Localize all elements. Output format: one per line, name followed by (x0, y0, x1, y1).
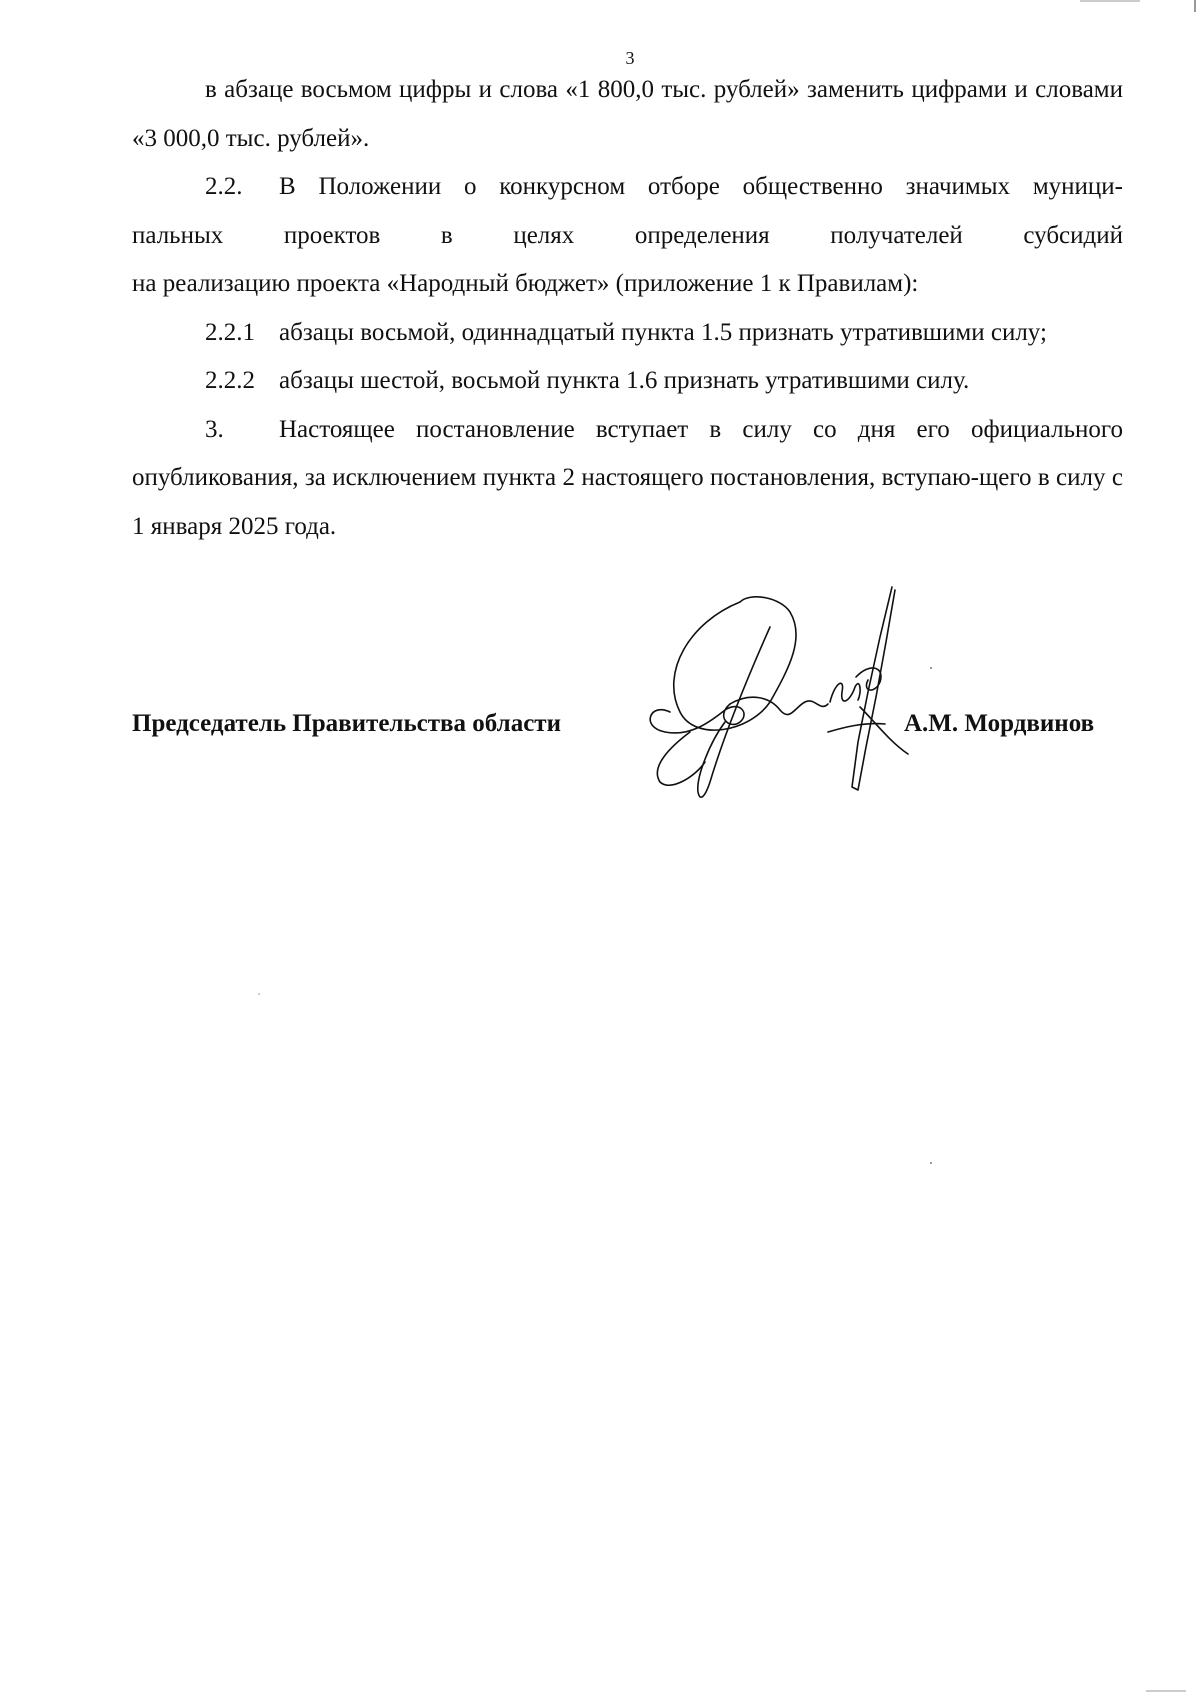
scan-artifact-bottom-right (1146, 1690, 1186, 1692)
paragraph-2-2-line-3: на реализацию проекта «Народный бюджет» (приложение 1 к Правилам): (132, 270, 919, 297)
signatory-name: А.М. Мордвинов (904, 710, 1095, 737)
paragraph-2-2-line-1 (132, 163, 1123, 212)
clause-number-2-2-2: 2.2.2 (205, 367, 255, 394)
clause-number-3: 3. (205, 415, 224, 443)
clause-2-2-2-text: абзацы шестой, восьмой пункта 1.6 признать утратившими силу. (279, 367, 970, 394)
signatory-position: Председатель Правительства области (132, 710, 561, 737)
clause-2-2-1-text: абзацы восьмой, одиннадцатый пункта 1.5 признать утратившими силу; (279, 318, 1047, 346)
paragraph-abzac-eighth: в абзаце восьмом цифры и слова «1 800,0 тыс. рублей» заменить цифрами и словами «3 000,0 тыс. рублей». (132, 76, 1123, 152)
signature-block (132, 704, 1123, 744)
scan-speck (258, 993, 260, 995)
clause-number-2-2-1: 2.2.1 (205, 318, 255, 346)
clause-number-2-2: 2.2. (205, 173, 243, 200)
page-number: 3 (625, 48, 635, 68)
scan-artifact-top-right (1080, 0, 1140, 2)
clause-2-2-line-1-text: В Положении о конкурсном отборе общественно значимых муници- (279, 173, 1123, 200)
scan-artifact-right-edge (1194, 0, 1196, 12)
clause-3-text: Настоящее постановление вступает в силу со дня его официального опубликования, за исключением пункта 2 настоящего постановления, вступаю-щего в силу с 1 января 2025 года. (132, 415, 1123, 540)
document-body (132, 66, 1123, 551)
scan-speck (930, 667, 932, 669)
paragraph-3 (132, 406, 1123, 552)
paragraph-2-2-line-2: пальных проектов в целях определения получателей субсидий (132, 221, 1123, 249)
scan-speck (930, 1162, 932, 1164)
handwritten-signature (630, 582, 930, 822)
paragraph-2-2-2 (132, 357, 1123, 406)
paragraph-2-2-1 (132, 309, 1123, 358)
